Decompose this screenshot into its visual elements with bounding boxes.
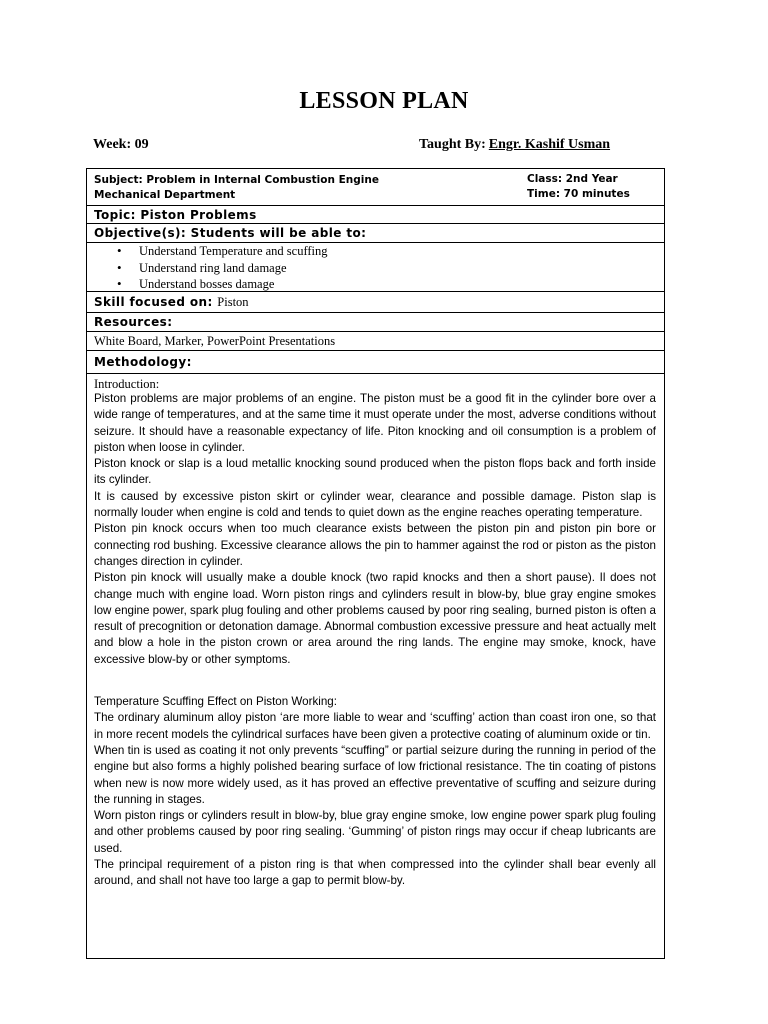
skill-value: Piston	[217, 295, 249, 309]
header-row	[87, 169, 664, 206]
methodology-content	[87, 374, 664, 890]
section-heading: Temperature Scuffing Effect on Piston Working:	[94, 695, 337, 709]
methodology-heading: Methodology:	[87, 351, 664, 374]
taught-by	[419, 137, 610, 153]
body-paragraph: The principal requirement of a piston ring is that when compressed into the cylinder shall bear evenly all around, and shall not have too large a gap to permit blow-by.	[94, 858, 656, 888]
objective-item: • Understand Temperature and scuffing	[139, 243, 664, 260]
introduction-label: Introduction:	[94, 377, 160, 391]
resources-value: White Board, Marker, PowerPoint Presentations	[87, 332, 664, 351]
skill-row	[87, 292, 664, 313]
topic-row: Topic: Piston Problems	[87, 206, 664, 224]
subject-text: Subject: Problem in Internal Combustion Engine	[94, 174, 379, 186]
body-paragraph: Piston problems are major problems of an engine. The piston must be a good fit in the cylinder bore over a wide range of temperatures, and at the same time it must operate under the most, adverse conditions without seizure. It should have a reasonable expectancy of life. Piton knocking and oil consumption is a problem of piston when loose in cylinder.	[94, 392, 656, 454]
objectives-list	[87, 243, 664, 291]
teacher-name: Engr. Kashif Usman	[488, 137, 611, 152]
objectives-heading: Objective(s): Students will be able to:	[87, 224, 664, 243]
lesson-plan-table	[86, 168, 665, 959]
body-paragraph: Piston pin knock occurs when too much clearance exists between the piston pin and piston pin bore or connecting rod bushing. Excessive clearance allows the pin to hammer against the rod or piston as the piston changes direction in cylinder.	[94, 522, 656, 568]
class-text: Class: 2nd Year	[527, 173, 618, 185]
body-paragraph: Piston pin knock will usually make a double knock (two rapid knocks and then a short pause). Il does not change much with engine load. Worn piston rings and cylinders result in blow-by, blue gray engine smokes low engine power, spark plug fouling and other problems caused by poor ring sealing, burned piston is often a result of precognition or detonation damage. Abnormal combustion excessive pressure and heat actually melt and blow a hole in the piston crown or area around the ring lands. The engine may smoke, knock, have excessive blow-by or other symptoms.	[94, 571, 657, 666]
taught-by-label: Taught By:	[419, 137, 486, 152]
time-text: Time: 70 minutes	[527, 188, 630, 200]
page-title: LESSON PLAN	[299, 88, 469, 114]
body-paragraph: Piston knock or slap is a loud metallic knocking sound produced when the piston flops back and forth inside its cylinder.	[94, 457, 656, 487]
department-text: Mechanical Department	[94, 189, 236, 201]
skill-label: Skill focused on:	[94, 295, 213, 309]
body-paragraph: When tin is used as coating it not only prevents “scuffing” or partial seizure during the running in period of the engine but also forms a highly polished bearing surface of low frictional resistance. The tin coating of pistons when new is now more widely used, as it has proved an effective preventative of scuffing and seizure during the running in stages.	[94, 743, 656, 806]
objectives-row	[87, 243, 664, 292]
objective-item: • Understand ring land damage	[139, 260, 664, 277]
body-paragraph: The ordinary aluminum alloy piston ‘are more liable to wear and ‘scuffing’ action than coast iron one, so that in more recent models the cylindrical surfaces have been given a protective coating of aluminum oxide or tin.	[94, 711, 656, 741]
objective-item: • Understand bosses damage	[139, 276, 664, 293]
week-label: Week: 09	[93, 137, 149, 152]
body-paragraph: Worn piston rings or cylinders result in blow-by, blue gray engine smoke, low engine power spark plug fouling and other problems caused by poor ring sealing. ‘Gumming’ of piston rings may occur if cheap lubricants are used.	[94, 809, 656, 855]
resources-heading: Resources:	[87, 313, 664, 332]
body-paragraph: It is caused by excessive piston skirt or cylinder wear, clearance and possible damage. Piston slap is normally louder when engine is cold and tends to quiet down as the engine reaches operating temperature.	[94, 489, 656, 520]
